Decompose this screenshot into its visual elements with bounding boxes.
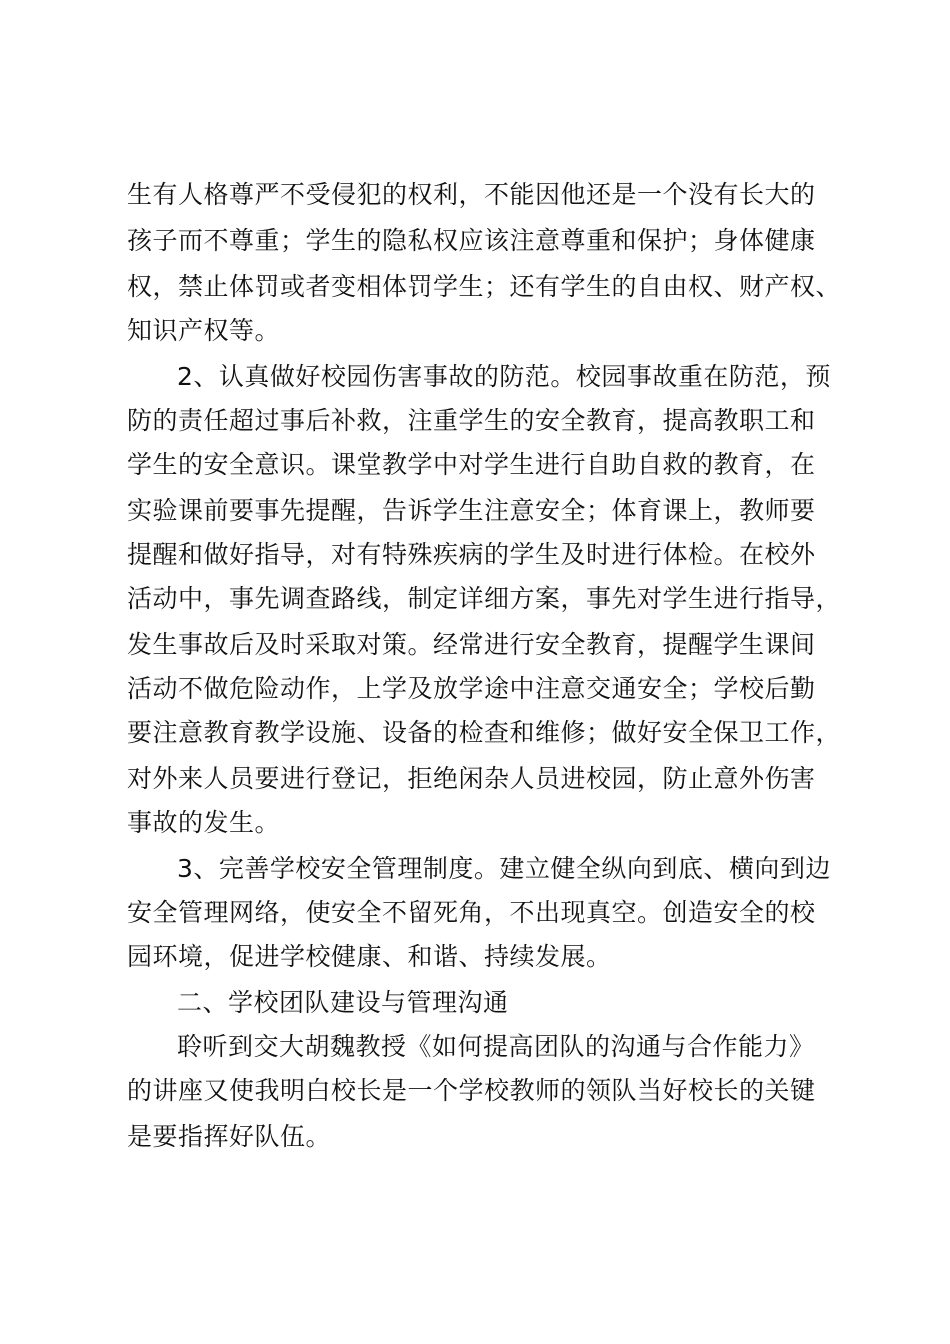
text-line: 对外来人员要进行登记，拒绝闲杂人员进校园，防止意外伤害 xyxy=(127,764,816,793)
text-line: 活动中，事先调查路线，制定详细方案，事先对学生进行指导， xyxy=(127,584,842,613)
text-line: 权，禁止体罚或者变相体罚学生；还有学生的自由权、财产权、 xyxy=(127,272,842,301)
text-line: 是要指挥好队伍。 xyxy=(127,1122,332,1151)
text-line: 生有人格尊严不受侵犯的权利，不能因他还是一个没有长大的 xyxy=(127,180,816,209)
text-line: 安全管理网络，使安全不留死角，不出现真空。创造安全的校 xyxy=(127,898,816,927)
text-line: 活动不做危险动作，上学及放学途中注意交通安全；学校后勤 xyxy=(127,674,816,703)
text-line: 提醒和做好指导，对有特殊疾病的学生及时进行体检。在校外 xyxy=(127,540,816,569)
text-line: 园环境，促进学校健康、和谐、持续发展。 xyxy=(127,942,612,971)
text-line: 学生的安全意识。课堂教学中对学生进行自助自救的教育，在 xyxy=(127,450,816,479)
text-line: 防的责任超过事后补救，注重学生的安全教育，提高教职工和 xyxy=(127,406,816,435)
text-line: 孩子而不尊重；学生的隐私权应该注意尊重和保护；身体健康 xyxy=(127,226,816,255)
section-heading: 二、学校团队建设与管理沟通 xyxy=(177,988,509,1017)
text-line: 的讲座又使我明白校长是一个学校教师的领队当好校长的关键 xyxy=(127,1076,816,1105)
text-line: 知识产权等。 xyxy=(127,316,281,345)
paragraph-first-line: 3、完善学校安全管理制度。建立健全纵向到底、横向到边 xyxy=(177,854,831,883)
text-line: 发生事故后及时采取对策。经常进行安全教育，提醒学生课间 xyxy=(127,630,816,659)
text-line: 事故的发生。 xyxy=(127,808,281,837)
text-line: 实验课前要事先提醒，告诉学生注意安全；体育课上，教师要 xyxy=(127,496,816,525)
paragraph-first-line: 2、认真做好校园伤害事故的防范。校园事故重在防范，预 xyxy=(177,362,831,391)
paragraph-first-line: 聆听到交大胡魏教授《如何提高团队的沟通与合作能力》 xyxy=(177,1032,815,1061)
text-line: 要注意教育教学设施、设备的检查和维修；做好安全保卫工作， xyxy=(127,718,842,747)
